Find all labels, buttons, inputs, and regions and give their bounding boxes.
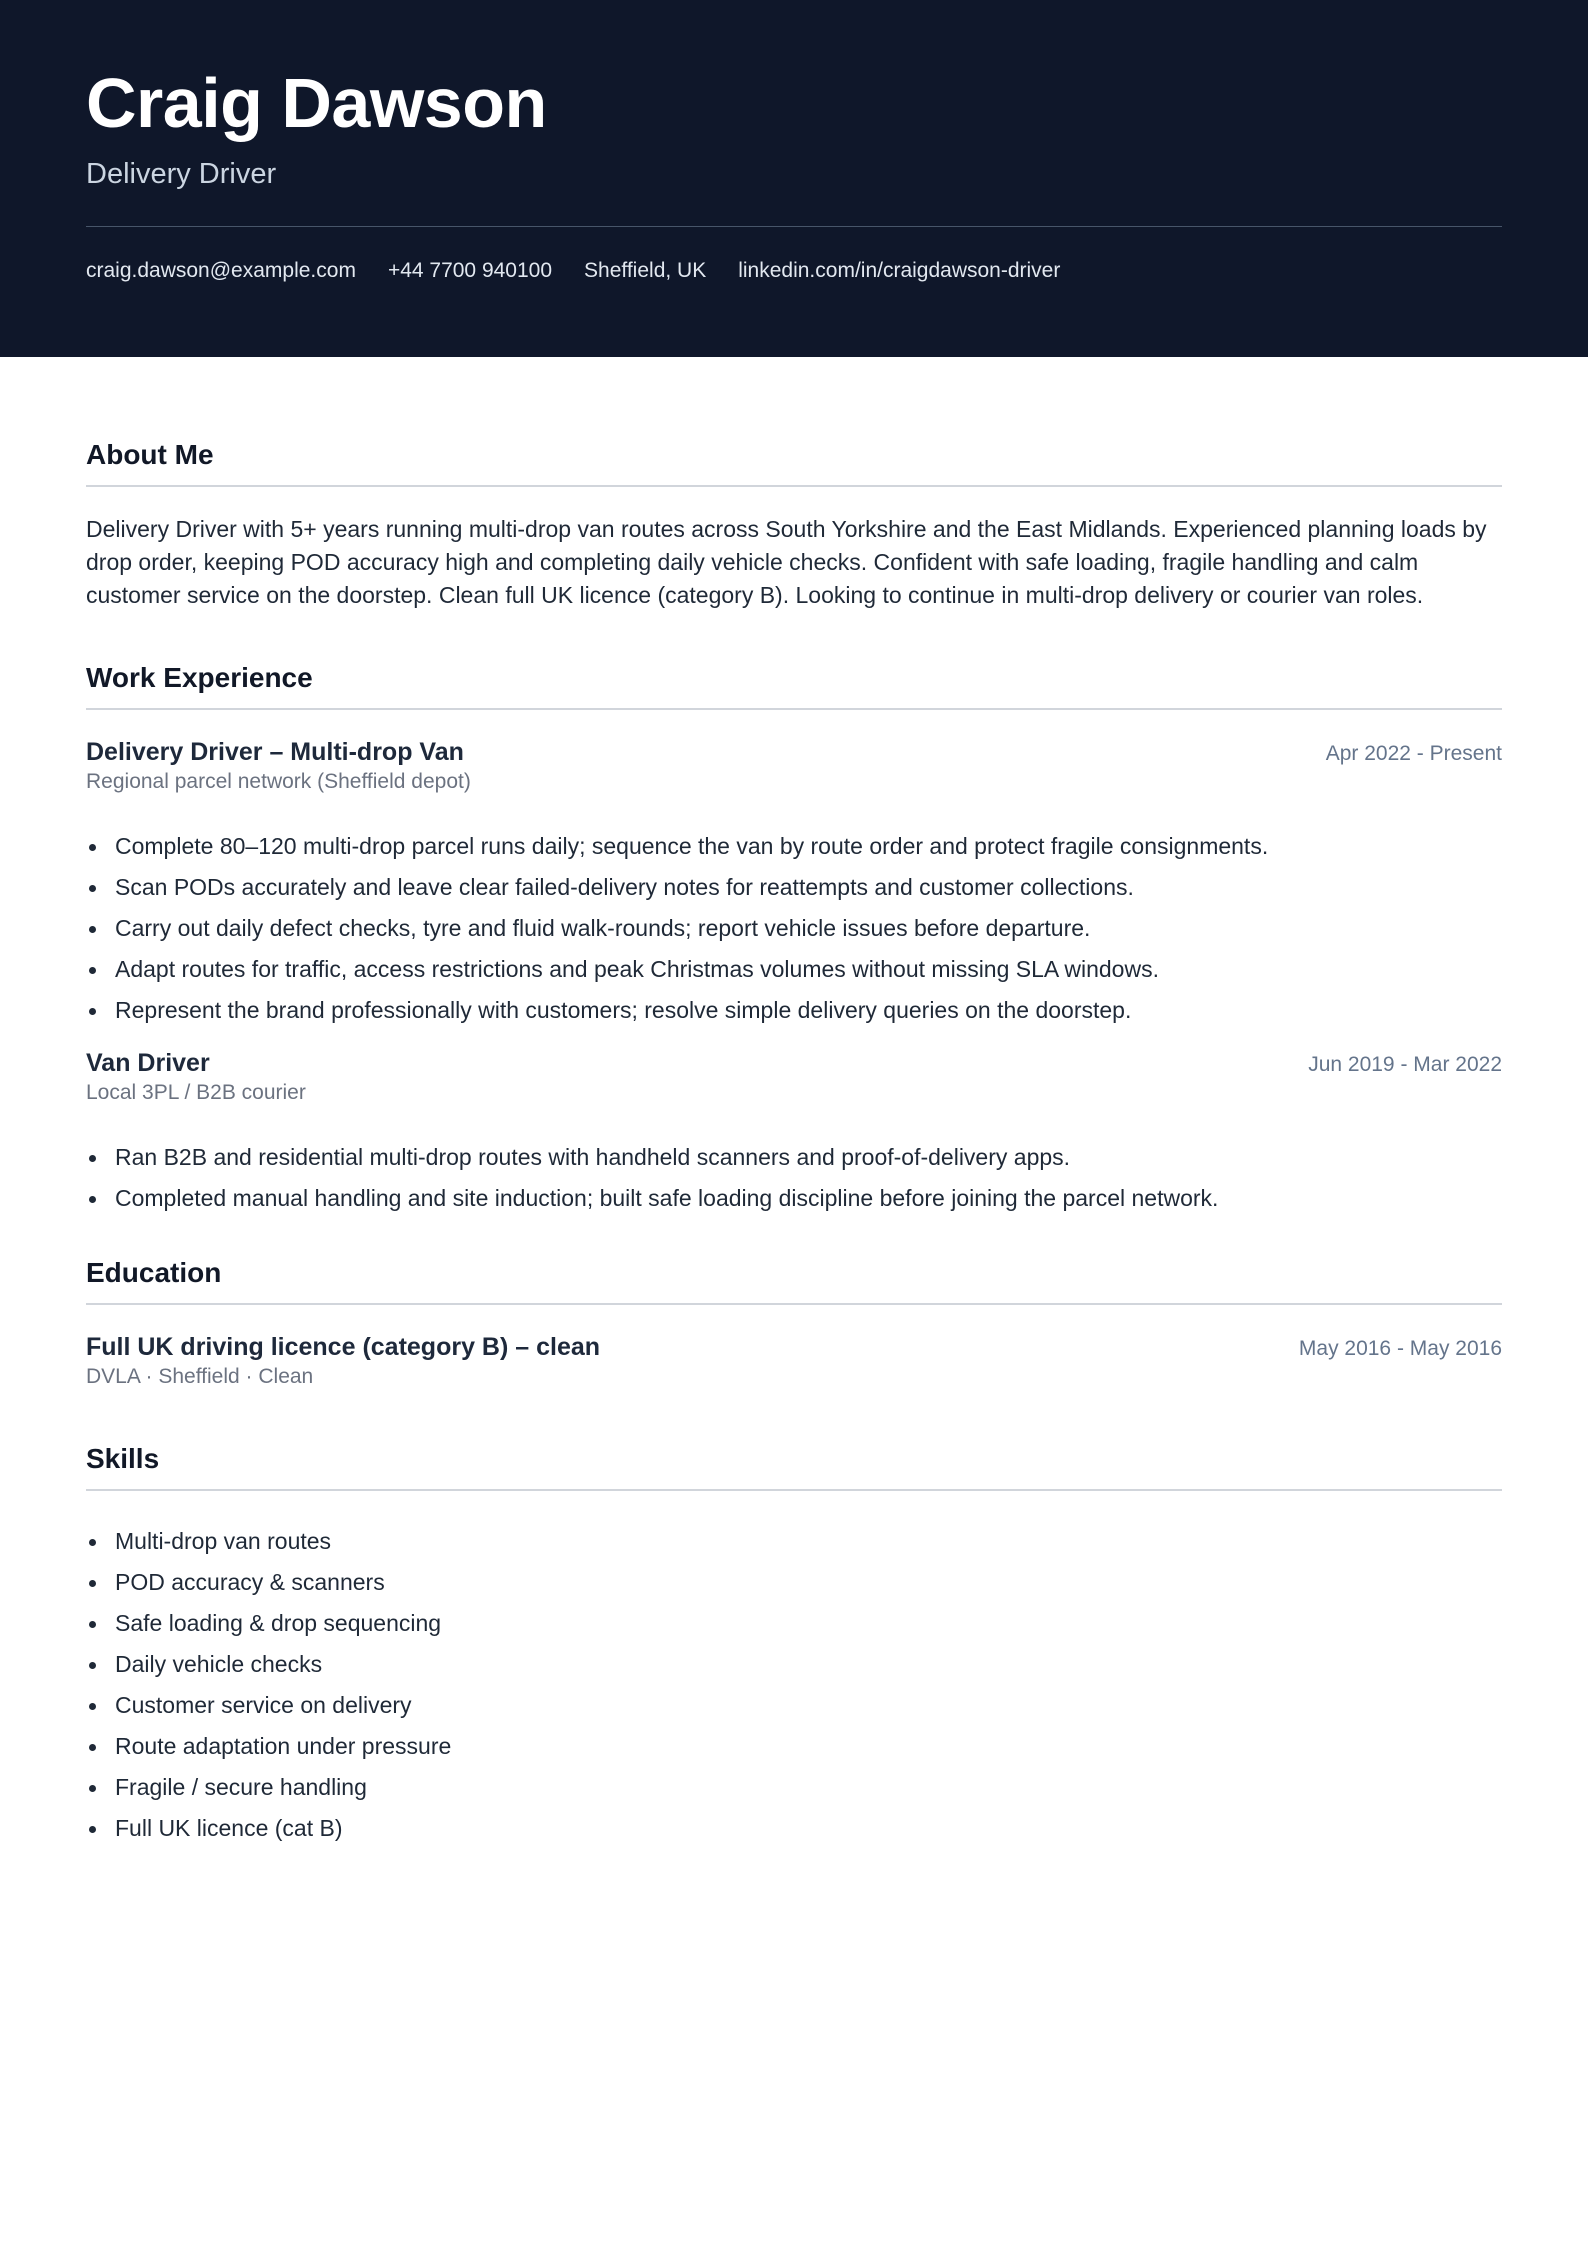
about-section (86, 437, 1502, 612)
contact-location: Sheffield, UK (584, 259, 707, 282)
job-bullet: Represent the brand professionally with customers; resolve simple delivery queries on the doorstep. (86, 990, 1502, 1031)
job-entry (86, 1047, 1502, 1219)
job-entry (86, 736, 1502, 1031)
skill-item: POD accuracy & scanners (86, 1562, 1502, 1603)
skill-item: Customer service on delivery (86, 1685, 1502, 1726)
candidate-title: Delivery Driver (86, 158, 277, 190)
education-entry (86, 1331, 1502, 1391)
education-section (86, 1255, 1502, 1391)
contact-list (86, 257, 1502, 285)
job-bullet: Adapt routes for traffic, access restrictions and peak Christmas volumes without missing SLA windows. (86, 949, 1502, 990)
candidate-name: Craig Dawson (86, 64, 547, 142)
job-bullet: Completed manual handling and site induction; built safe loading discipline before joining the parcel network. (86, 1178, 1502, 1219)
education-header (86, 1331, 1502, 1363)
skill-item: Multi-drop van routes (86, 1521, 1502, 1562)
resume-header (0, 0, 1588, 357)
skill-item: Full UK licence (cat B) (86, 1808, 1502, 1849)
job-bullet: Ran B2B and residential multi-drop routes with handheld scanners and proof-of-delivery apps. (86, 1137, 1502, 1178)
contact-linkedin[interactable]: linkedin.com/in/craigdawson-driver (738, 259, 1061, 282)
about-text: Delivery Driver with 5+ years running multi-drop van routes across South Yorkshire and the East Midlands. Experienced planning loads by drop order, keeping POD accuracy high and completing daily vehicle checks. Confident with safe loading, fragile handling and calm customer service on the doorstep. Clean full UK licence (category B). Looking to continue in multi-drop delivery or courier van roles. (86, 516, 1487, 608)
header-divider (86, 226, 1502, 227)
job-bullets (86, 1137, 1502, 1219)
job-dates: Apr 2022 - Present (1325, 742, 1502, 765)
job-bullet: Carry out daily defect checks, tyre and fluid walk-rounds; report vehicle issues before departure. (86, 908, 1502, 949)
job-role: Delivery Driver – Multi-drop Van (86, 738, 464, 766)
skill-item: Fragile / secure handling (86, 1767, 1502, 1808)
education-title: Full UK driving licence (category B) – clean (86, 1333, 601, 1361)
job-bullet: Scan PODs accurately and leave clear failed-delivery notes for reattempts and customer collections. (86, 867, 1502, 908)
education-dates: May 2016 - May 2016 (1298, 1337, 1502, 1360)
skill-item: Daily vehicle checks (86, 1644, 1502, 1685)
section-heading-skills: Skills (86, 1441, 1502, 1491)
skills-list (86, 1521, 1502, 1849)
skill-item: Safe loading & drop sequencing (86, 1603, 1502, 1644)
job-bullet: Complete 80–120 multi-drop parcel runs daily; sequence the van by route order and protect fragile consignments. (86, 826, 1502, 867)
job-header (86, 1047, 1502, 1079)
education-org: DVLA · Sheffield · Clean (86, 1365, 314, 1388)
section-heading-about: About Me (86, 437, 1502, 487)
job-header (86, 736, 1502, 768)
section-heading-work: Work Experience (86, 660, 1502, 710)
job-org: Regional parcel network (Sheffield depot) (86, 770, 471, 793)
resume-body (0, 357, 1588, 1849)
contact-phone[interactable]: +44 7700 940100 (387, 259, 553, 282)
job-dates: Jun 2019 - Mar 2022 (1308, 1053, 1502, 1076)
contact-email[interactable]: craig.dawson@example.com (86, 259, 356, 282)
job-org: Local 3PL / B2B courier (86, 1081, 306, 1104)
section-heading-education: Education (86, 1255, 1502, 1305)
skill-item: Route adaptation under pressure (86, 1726, 1502, 1767)
job-bullets (86, 826, 1502, 1031)
work-section (86, 660, 1502, 1219)
job-role: Van Driver (86, 1049, 210, 1077)
skills-section (86, 1441, 1502, 1849)
